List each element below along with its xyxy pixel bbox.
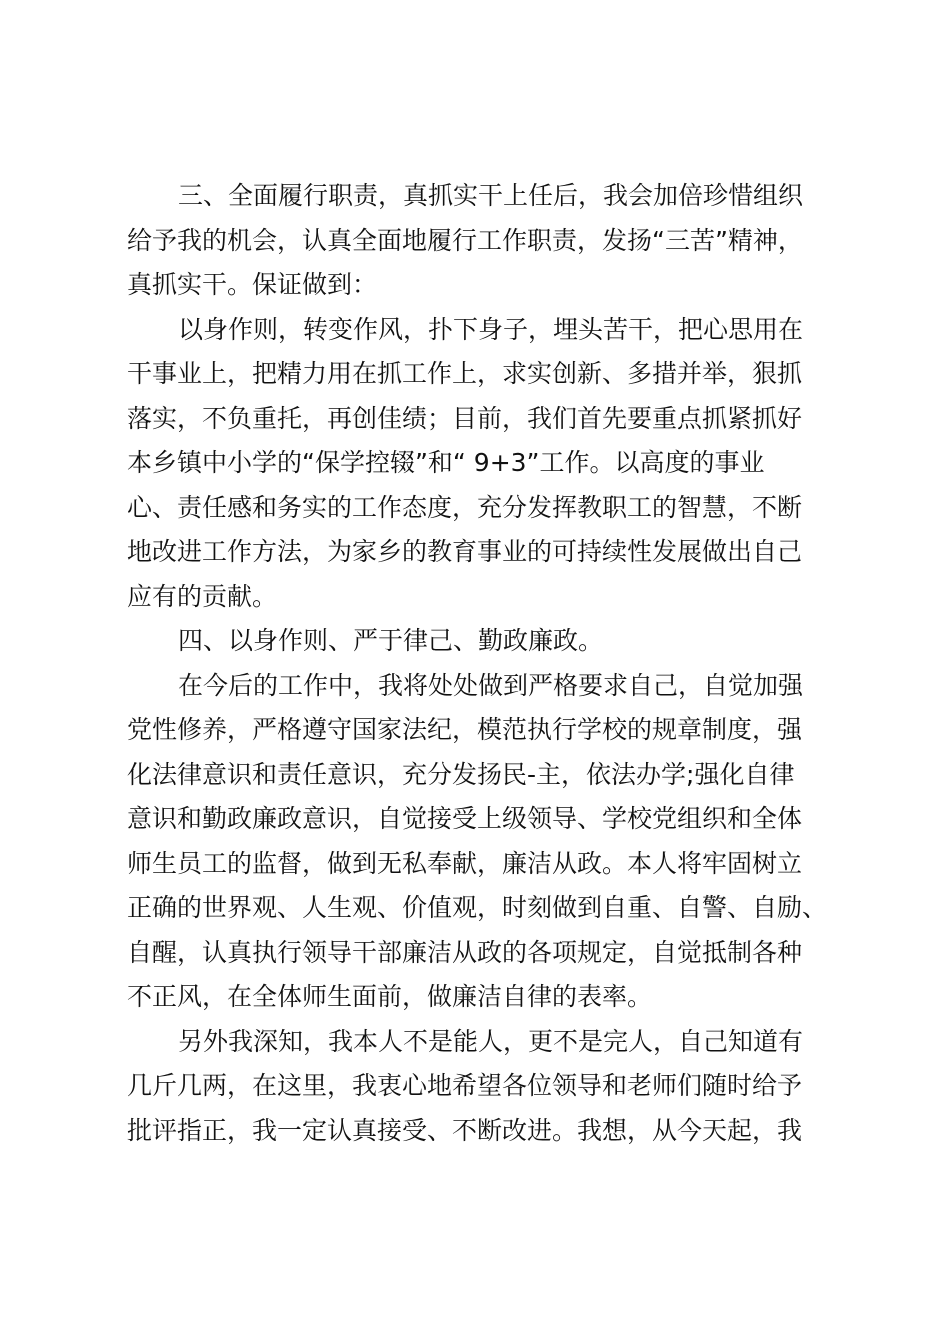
paragraph-line: 以身作则，转变作风，扑下身子，埋头苦干，把心思用在 <box>178 314 804 344</box>
paragraph-line: 自醒，认真执行领导干部廉洁从政的各项规定，自觉抵制各种 <box>127 937 803 967</box>
paragraph-line: 落实，不负重托，再创佳绩；目前，我们首先要重点抓紧抓好 <box>127 403 803 433</box>
paragraph-line: 干事业上，把精力用在抓工作上，求实创新、多措并举，狠抓 <box>127 359 803 388</box>
document-body <box>127 174 847 1153</box>
paragraph-line: 应有的贡献。 <box>127 581 278 611</box>
paragraph-line: 本乡镇中小学的“保学控辍”和“ 9+3”工作。以高度的事业 <box>127 448 765 477</box>
paragraph-line: 心、责任感和务实的工作态度，充分发挥教职工的智慧，不断 <box>127 492 803 522</box>
paragraph-line: 化法律意识和责任意识，充分发扬民-主，依法办学;强化自律 <box>127 759 795 789</box>
paragraph-line: 真抓实干。保证做到： <box>127 270 378 299</box>
paragraph-line: 意识和勤政廉政意识，自觉接受上级领导、学校党组织和全体 <box>127 804 803 833</box>
paragraph-line: 地改进工作方法，为家乡的教育事业的可持续性发展做出自己 <box>127 537 803 566</box>
paragraph-line: 在今后的工作中，我将处处做到严格要求自己，自觉加强 <box>178 670 804 700</box>
paragraph-line: 师生员工的监督，做到无私奉献，廉洁从政。本人将牢固树立 <box>127 848 803 878</box>
paragraph-line: 不正风，在全体师生面前，做廉洁自律的表率。 <box>127 982 653 1011</box>
paragraph-line: 党性修养，严格遵守国家法纪，模范执行学校的规章制度，强 <box>127 715 803 744</box>
paragraph-line: 几斤几两，在这里，我衷心地希望各位领导和老师们随时给予 <box>127 1071 803 1100</box>
paragraph-line: 另外我深知，我本人不是能人，更不是完人，自己知道有 <box>178 1026 804 1056</box>
paragraph-line: 给予我的机会，认真全面地履行工作职责，发扬“三苦”精神， <box>127 225 803 255</box>
paragraph-line: 正确的世界观、人生观、价值观，时刻做到自重、自警、自励、 <box>127 893 828 922</box>
paragraph-line: 三、全面履行职责，真抓实干上任后，我会加倍珍惜组织 <box>178 181 804 210</box>
section-heading: 四、以身作则、严于律己、勤政廉政。 <box>178 626 604 655</box>
paragraph-line: 批评指正，我一定认真接受、不断改进。我想，从今天起，我 <box>127 1115 803 1145</box>
